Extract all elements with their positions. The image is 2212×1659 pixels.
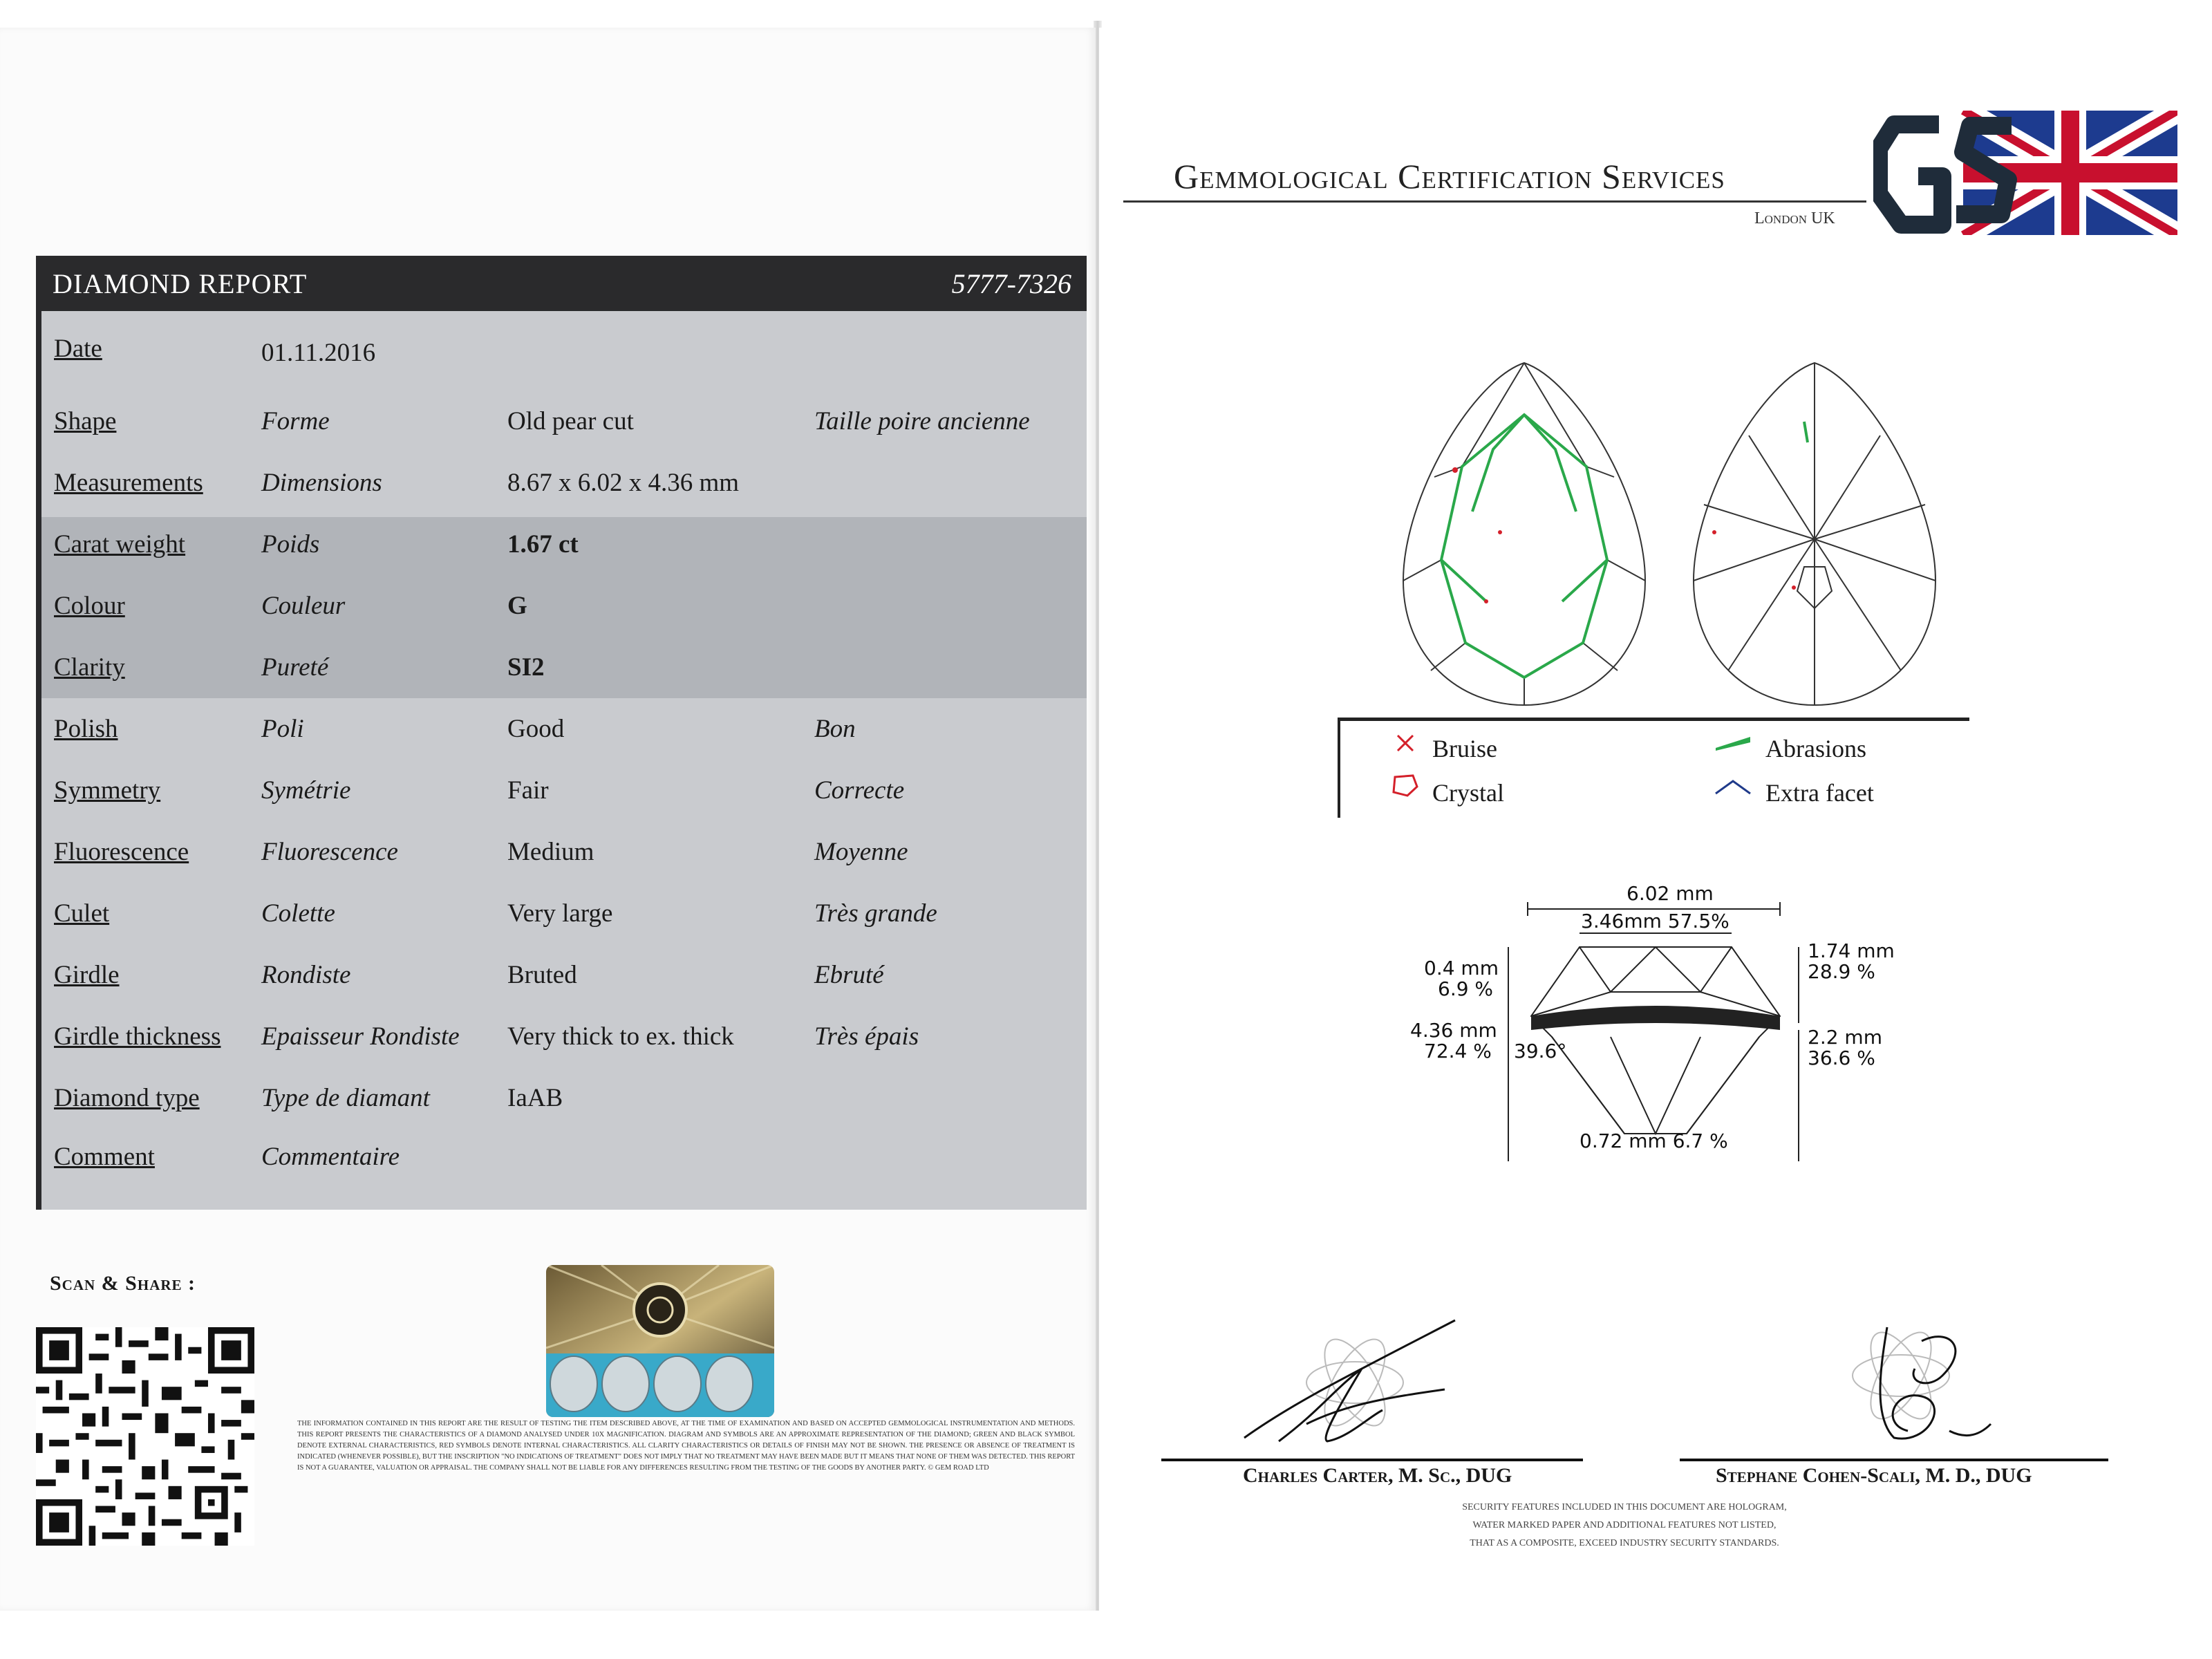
abrasion-icon (1714, 734, 1752, 751)
brand-name: Gemmological Certification Services (1174, 157, 1725, 196)
signature-line (1161, 1459, 1583, 1461)
row-label-fr: Type de diamant (261, 1084, 430, 1112)
row-label-fr: Colette (261, 899, 335, 928)
row-label-fr: Couleur (261, 592, 346, 620)
crown-height-mm: 0.4 mm (1424, 957, 1499, 980)
row-value: SI2 (507, 653, 545, 682)
row-label-fr: Poids (261, 530, 320, 559)
signature-2 (1804, 1300, 2012, 1459)
row-value: 8.67 x 6.02 x 4.36 mm (507, 469, 740, 497)
row-label: Shape (54, 407, 117, 435)
x-mark-icon (1395, 733, 1416, 753)
row-value-fr: Moyenne (814, 838, 908, 866)
row-value: Fair (507, 776, 549, 805)
disclaimer-text: THE INFORMATION CONTAINED IN THIS REPORT ARE THE RESULT OF TESTING THE ITEM DESCRIBED ABOVE, AT THE TIME OF EXAMINATION AND BASED ON ACCEPTED GEMMOLOGICAL INSTRUMENTATION AND METHODS. THIS REPORT PRESENTS THE CHARACTERISTICS OF A DIAMOND ANALYSED UNDER 10X MAGNIFICATION. DIAGRAM AND SYMBOLS ARE AN APPROXIMATE REPRESENTATION OF THE DIAMOND; GREEN AND BLACK SYMBOL DENOTE EXTERNAL CHARACTERISTICS, RED SYMBOLS DENOTE INTERNAL CHARACTERISTICS. ALL CLARITY CHARACTERISTICS OR DETAILS OF FINISH MAY NOT BE SHOWN. THE PRESENCE OR ABSENCE OF TREATMENT IS INDICATED (WHENEVER POSSIBLE), BUT THE INSCRIPTION "NO INDICATIONS OF TREATMENT" DOES NOT IMPLY THAT NO TREATMENT MAY HAVE BEEN MADE BUT IT MEANS THAT NONE OF THEM WAS DETECTED. THIS REPORT IS NOT A GUARANTEE, VALUATION OR APPRAISAL. THE COMPANY SHALL NOT BE LIABLE FOR ANY DIFFERENCES RESULTING FROM THE TESTING OF THE GOODS BY ANOTHER PARTY. © GEM ROAD LTD (297, 1420, 1075, 1472)
extra-facet-icon (1714, 777, 1752, 798)
row-label: Polish (54, 715, 118, 743)
upper-right-pct: 28.9 % (1808, 960, 1875, 983)
signature-line (1680, 1459, 2108, 1461)
row-label-fr: Fluorescence (261, 838, 398, 866)
row-value: Medium (507, 838, 594, 866)
row-shape (54, 406, 1077, 448)
table-label: 3.46mm 57.5% (1581, 910, 1730, 932)
row-value: G (507, 592, 527, 620)
row-label-fr: Epaisseur Rondiste (261, 1022, 460, 1051)
row-label-fr: Forme (261, 407, 330, 435)
row-value: Very large (507, 899, 613, 928)
report-header (36, 256, 1087, 311)
gcs-logo-icon (1873, 111, 2177, 235)
hologram-sticker (546, 1265, 774, 1417)
row-label-fr: Poli (261, 715, 304, 743)
legend-label: Bruise (1432, 735, 1497, 762)
row-label: Symmetry (54, 776, 161, 805)
row-label: Measurements (54, 469, 203, 497)
row-label-fr: Symétrie (261, 776, 351, 805)
brand-location: London UK (1754, 209, 1835, 227)
clarity-plot-diagram (1389, 353, 1970, 719)
row-value: 01.11.2016 (261, 339, 376, 367)
lower-right-pct: 36.6 % (1808, 1047, 1875, 1069)
scan-share-label: Scan & Share : (50, 1272, 196, 1295)
row-symmetry (54, 776, 1077, 817)
crown-height-pct: 6.9 % (1438, 977, 1494, 1000)
row-comment (54, 1142, 1077, 1183)
row-carat-weight (54, 529, 1077, 571)
security-note-line: SECURITY FEATURES INCLUDED IN THIS DOCUMENT ARE HOLOGRAM, (1462, 1502, 1787, 1512)
row-date (54, 334, 1077, 375)
legend-label: Crystal (1432, 779, 1504, 807)
row-value: Good (507, 715, 565, 743)
row-label: Fluorescence (54, 838, 189, 866)
row-value-fr: Correcte (814, 776, 905, 805)
crystal-icon (1389, 773, 1420, 798)
row-girdle-thickness (54, 1022, 1077, 1063)
row-label: Girdle (54, 961, 120, 989)
row-clarity (54, 653, 1077, 694)
row-value: Old pear cut (507, 407, 634, 435)
depth-mm: 4.36 mm (1410, 1019, 1497, 1042)
crown-angle: 39.6° (1514, 1040, 1567, 1062)
row-value: Very thick to ex. thick (507, 1022, 734, 1051)
row-label: Girdle thickness (54, 1022, 221, 1051)
report-panel-border (36, 311, 41, 1210)
qr-code[interactable] (36, 1327, 254, 1546)
row-label: Clarity (54, 653, 125, 682)
signatory-name: Stephane Cohen-Scali, M. D., DUG (1716, 1464, 2032, 1487)
row-label-fr: Dimensions (261, 469, 382, 497)
security-note (1382, 1499, 1866, 1553)
legend-label: Abrasions (1765, 735, 1866, 762)
legend-label: Extra facet (1765, 779, 1874, 807)
security-note-line: THAT AS A COMPOSITE, EXCEED INDUSTRY SECURITY STANDARDS. (1470, 1538, 1779, 1548)
signatory-name: Charles Carter, M. Sc., DUG (1243, 1464, 1512, 1487)
lower-right-mm: 2.2 mm (1808, 1026, 1882, 1049)
row-value-fr: Très grande (814, 899, 937, 928)
report-number: 5777-7326 (951, 268, 1071, 299)
row-value: IaAB (507, 1084, 563, 1112)
row-value: 1.67 ct (507, 530, 579, 559)
row-polish (54, 714, 1077, 756)
row-value-fr: Ebruté (814, 961, 884, 989)
culet-label: 0.72 mm 6.7 % (1580, 1130, 1728, 1152)
row-measurements (54, 468, 1077, 509)
row-label: Diamond type (54, 1084, 200, 1112)
row-value: Bruted (507, 961, 577, 989)
upper-right-mm: 1.74 mm (1808, 939, 1895, 962)
signature-1 (1237, 1300, 1472, 1459)
row-value-fr: Taille poire ancienne (814, 407, 1030, 435)
row-diamond-type (54, 1083, 1077, 1125)
width-label: 6.02 mm (1627, 882, 1714, 905)
row-label: Comment (54, 1143, 155, 1171)
row-label-fr: Rondiste (261, 961, 351, 989)
row-culet (54, 899, 1077, 940)
row-label-fr: Commentaire (261, 1143, 400, 1171)
report-title: DIAMOND REPORT (53, 268, 308, 299)
depth-pct: 72.4 % (1424, 1040, 1492, 1062)
security-note-line: WATER MARKED PAPER AND ADDITIONAL FEATURES NOT LISTED, (1472, 1520, 1777, 1530)
row-value-fr: Bon (814, 715, 856, 743)
row-label: Date (54, 335, 102, 363)
row-fluorescence (54, 837, 1077, 879)
proportion-diagram (1382, 871, 1936, 1161)
row-girdle (54, 960, 1077, 1002)
row-label-fr: Pureté (261, 653, 329, 682)
row-value-fr: Très épais (814, 1022, 919, 1051)
brand-underline (1123, 200, 1866, 203)
row-colour (54, 591, 1077, 632)
row-label: Colour (54, 592, 125, 620)
row-label: Culet (54, 899, 110, 928)
row-label: Carat weight (54, 530, 186, 559)
